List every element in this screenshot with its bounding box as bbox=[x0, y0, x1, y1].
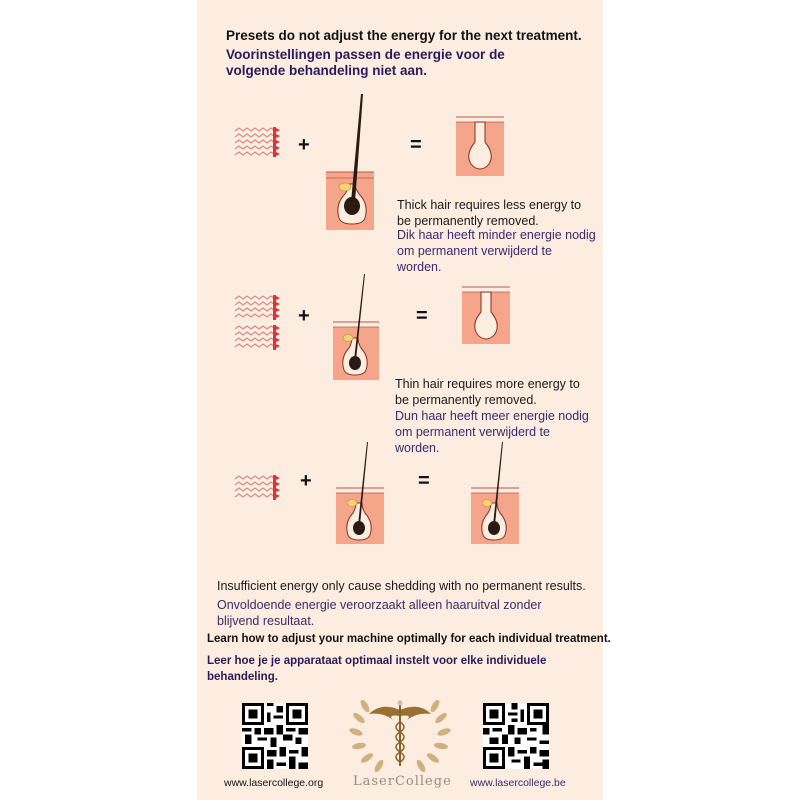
insufficient-caption-en: Insufficient energy only cause shedding with no permanent results. bbox=[217, 579, 586, 593]
header-title-nl: Voorinstellingen passen de energie voor de volgende behandeling niet aan. bbox=[226, 47, 505, 78]
header-title-en: Presets do not adjust the energy for the next treatment. bbox=[226, 28, 582, 43]
laser-beam-icon bbox=[233, 125, 281, 165]
qr-code-org[interactable] bbox=[242, 703, 308, 769]
thin-caption-nl: Dun haar heeft meer energie nodig om permanent verwijderd te worden. bbox=[395, 409, 589, 455]
equals-operator: = bbox=[416, 305, 428, 327]
cta-text-en: Learn how to adjust your machine optimally for each individual treatment. bbox=[207, 633, 611, 645]
thick-hair-follicle-icon bbox=[325, 92, 375, 232]
cta-text-nl: Leer hoe je je apparataat optimaal instelt voor elke individuele behandeling. bbox=[207, 655, 547, 683]
laser-beam-icon bbox=[233, 323, 281, 355]
qr-code-icon bbox=[242, 703, 308, 769]
thick-caption-nl: Dik haar heeft minder energie nodig om permanent verwijderd te worden. bbox=[397, 228, 596, 274]
logo-text: LaserCollege bbox=[353, 774, 452, 789]
equals-operator: = bbox=[418, 470, 430, 492]
thick-caption-en: Thick hair requires less energy to be permanently removed. bbox=[397, 198, 582, 228]
qr-code-icon bbox=[483, 703, 549, 769]
plus-operator: + bbox=[300, 470, 312, 492]
equals-operator: = bbox=[410, 134, 422, 156]
thin-hair-follicle-icon bbox=[332, 272, 380, 382]
plus-operator: + bbox=[298, 134, 310, 156]
plus-operator: + bbox=[298, 305, 310, 327]
regrown-hair-follicle-icon bbox=[470, 440, 520, 546]
lasercollege-logo bbox=[347, 692, 453, 774]
laser-beam-icon bbox=[233, 473, 281, 505]
thin-caption-en: Thin hair requires more energy to be permanently removed. bbox=[395, 377, 580, 407]
empty-follicle-icon bbox=[461, 285, 511, 345]
caduceus-laurel-icon bbox=[347, 692, 453, 774]
laser-beam-icon bbox=[233, 293, 281, 325]
empty-follicle-icon bbox=[455, 115, 505, 177]
thin-hair-follicle-icon bbox=[335, 440, 385, 546]
insufficient-caption-nl: Onvoldoende energie veroorzaakt alleen haaruitval zonder blijvend resultaat. bbox=[217, 598, 542, 628]
qr-code-be[interactable] bbox=[483, 703, 549, 769]
website-link-be[interactable]: www.lasercollege.be bbox=[470, 777, 566, 789]
website-link-org[interactable]: www.lasercollege.org bbox=[224, 777, 324, 789]
